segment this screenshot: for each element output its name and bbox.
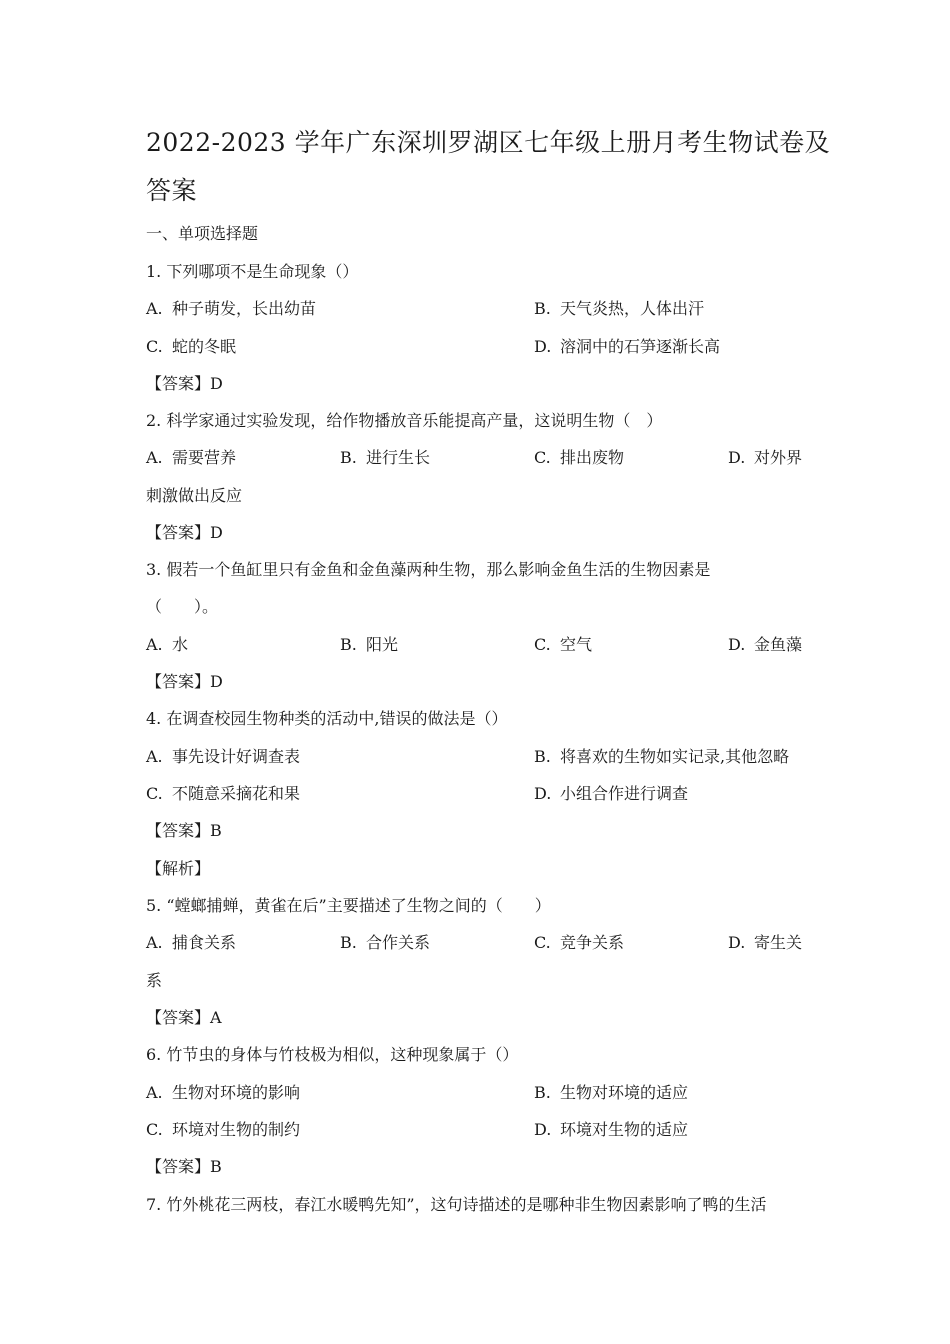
question-3-stem: 3. 假若一个鱼缸里只有金鱼和金鱼藻两种生物，那么影响金鱼生活的生物因素是 (146, 560, 711, 579)
question-4-option-a: A. 事先设计好调查表 (146, 747, 301, 766)
question-4-analysis: 【解析】 (146, 859, 211, 878)
question-1-option-a: A. 种子萌发，长出幼苗 (146, 299, 317, 318)
question-1-option-c: C. 蛇的冬眠 (146, 337, 237, 356)
question-6-option-c: C. 环境对生物的制约 (146, 1120, 301, 1139)
question-6-option-d: D. 环境对生物的适应 (534, 1120, 689, 1139)
question-4-stem: 4. 在调查校园生物种类的活动中,错误的做法是（） (146, 709, 508, 728)
question-4-answer: 【答案】B (146, 821, 222, 840)
question-1-option-d: D. 溶洞中的石笋逐渐长高 (534, 337, 721, 356)
question-6-option-b: B. 生物对环境的适应 (534, 1083, 689, 1102)
question-2-option-d-continued: 刺激做出反应 (146, 486, 243, 505)
question-5-option-c: C. 竞争关系 (534, 933, 625, 952)
question-3-answer: 【答案】D (146, 672, 223, 691)
document-title-line-2: 答案 (146, 176, 198, 205)
question-3-option-b: B. 阳光 (340, 635, 399, 654)
question-6-answer: 【答案】B (146, 1157, 222, 1176)
question-2-option-b: B. 进行生长 (340, 448, 431, 467)
question-5-option-b: B. 合作关系 (340, 933, 431, 952)
question-5-option-d-continued: 系 (146, 971, 163, 990)
question-6-option-a: A. 生物对环境的影响 (146, 1083, 301, 1102)
question-1-option-b: B. 天气炎热，人体出汗 (534, 299, 705, 318)
question-4-option-b: B. 将喜欢的生物如实记录,其他忽略 (534, 747, 790, 766)
question-3-option-c: C. 空气 (534, 635, 593, 654)
question-7-stem: 7. 竹外桃花三两枝，春江水暖鸭先知”，这句诗描述的是哪种非生物因素影响了鸭的生活 (146, 1195, 767, 1214)
question-3-stem-continued: （ ）。 (146, 597, 219, 616)
question-2-answer: 【答案】D (146, 523, 223, 542)
question-2-option-d: D. 对外界 (728, 448, 803, 467)
question-4-option-c: C. 不随意采摘花和果 (146, 784, 301, 803)
question-5-option-a: A. 捕食关系 (146, 933, 237, 952)
question-4-option-d: D. 小组合作进行调查 (534, 784, 689, 803)
question-5-option-d: D. 寄生关 (728, 933, 803, 952)
question-1-stem: 1. 下列哪项不是生命现象（） (146, 262, 359, 281)
document-title-line-1: 2022-2023 学年广东深圳罗湖区七年级上册月考生物试卷及 (146, 128, 831, 157)
question-3-option-a: A. 水 (146, 635, 189, 654)
section-heading: 一、单项选择题 (146, 224, 259, 243)
question-6-stem: 6. 竹节虫的身体与竹枝极为相似，这种现象属于（） (146, 1045, 519, 1064)
question-1-answer: 【答案】D (146, 374, 223, 393)
question-2-option-c: C. 排出废物 (534, 448, 625, 467)
question-2-option-a: A. 需要营养 (146, 448, 237, 467)
question-5-stem: 5. “螳螂捕蝉，黄雀在后”主要描述了生物之间的（ ） (146, 896, 551, 915)
question-2-stem: 2. 科学家通过实验发现，给作物播放音乐能提高产量，这说明生物（ ） (146, 411, 663, 430)
question-3-option-d: D. 金鱼藻 (728, 635, 803, 654)
question-5-answer: 【答案】A (146, 1008, 222, 1027)
